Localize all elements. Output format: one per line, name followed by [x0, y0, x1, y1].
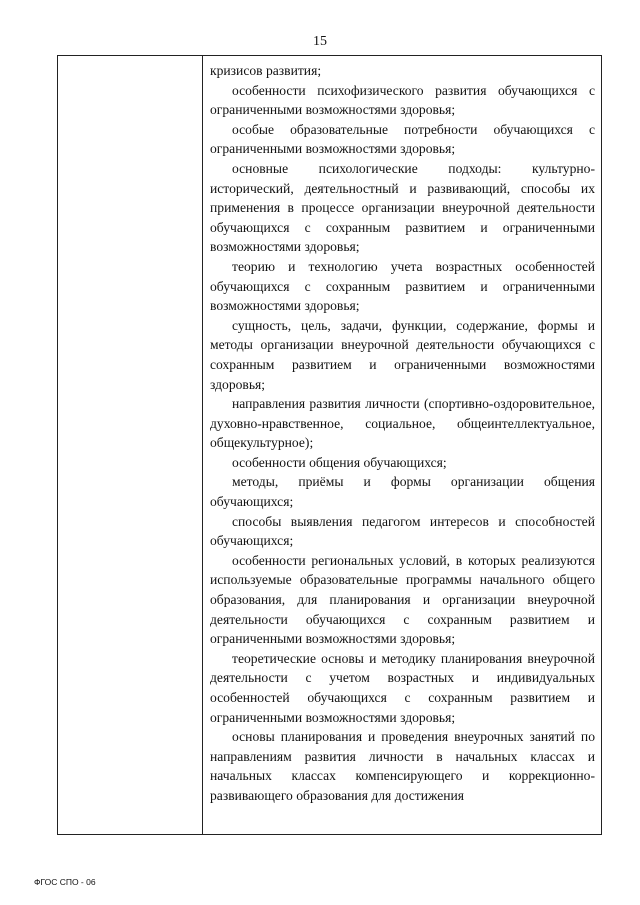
content-table — [57, 55, 602, 835]
paragraph: теорию и технологию учета возрастных особенностей обучающихся с сохранным развитием и ограниченными возможностями здоровья; — [210, 258, 595, 314]
paragraph: методы, приёмы и формы организации общения обучающихся; — [210, 474, 595, 510]
footer-label: ФГОС СПО - 06 — [34, 877, 96, 887]
paragraph: кризисов развития; — [210, 63, 322, 78]
paragraph: особые образовательные потребности обучающихся с ограниченными возможностями здоровья; — [210, 121, 595, 157]
paragraph: теоретические основы и методику планирования внеурочной деятельности с учетом возрастных и индивидуальных особенностей обучающихся с сохранным развитием и ограниченными возможностями здоровья; — [210, 650, 595, 725]
left-table-cell — [58, 56, 203, 834]
right-table-cell — [203, 56, 601, 834]
paragraph: основные психологические подходы: культурно-исторический, деятельностный и развивающий, способы их применения в процессе организации внеурочной деятельности обучающихся с сохранным развитием и ограниченными возможностями здоровья; — [210, 160, 595, 255]
paragraph: основы планирования и проведения внеурочных занятий по направлениям развития личности в начальных классах и начальных классах компенсирующего и коррекционно-развивающего образования для достижения — [210, 729, 595, 803]
paragraph: особенности региональных условий, в которых реализуются используемые образовательные программы начального общего образования, для планирования и организации внеурочной деятельности обучающихся с сохранным развитием и ограниченными возможностями здоровья; — [210, 552, 595, 647]
paragraph: способы выявления педагогом интересов и способностей обучающихся; — [210, 513, 595, 549]
paragraph: сущность, цель, задачи, функции, содержание, формы и методы организации внеурочной деятельности обучающихся с сохранным развитием и ограниченными возможностями здоровья; — [210, 317, 595, 392]
page-number: 15 — [313, 34, 327, 49]
paragraph: особенности психофизического развития обучающихся с ограниченными возможностями здоровья; — [210, 82, 595, 118]
paragraph: особенности общения обучающихся; — [232, 454, 447, 470]
paragraph: направления развития личности (спортивно-оздоровительное, духовно-нравственное, социальное, общеинтеллектуальное, общекультурное); — [210, 396, 595, 451]
